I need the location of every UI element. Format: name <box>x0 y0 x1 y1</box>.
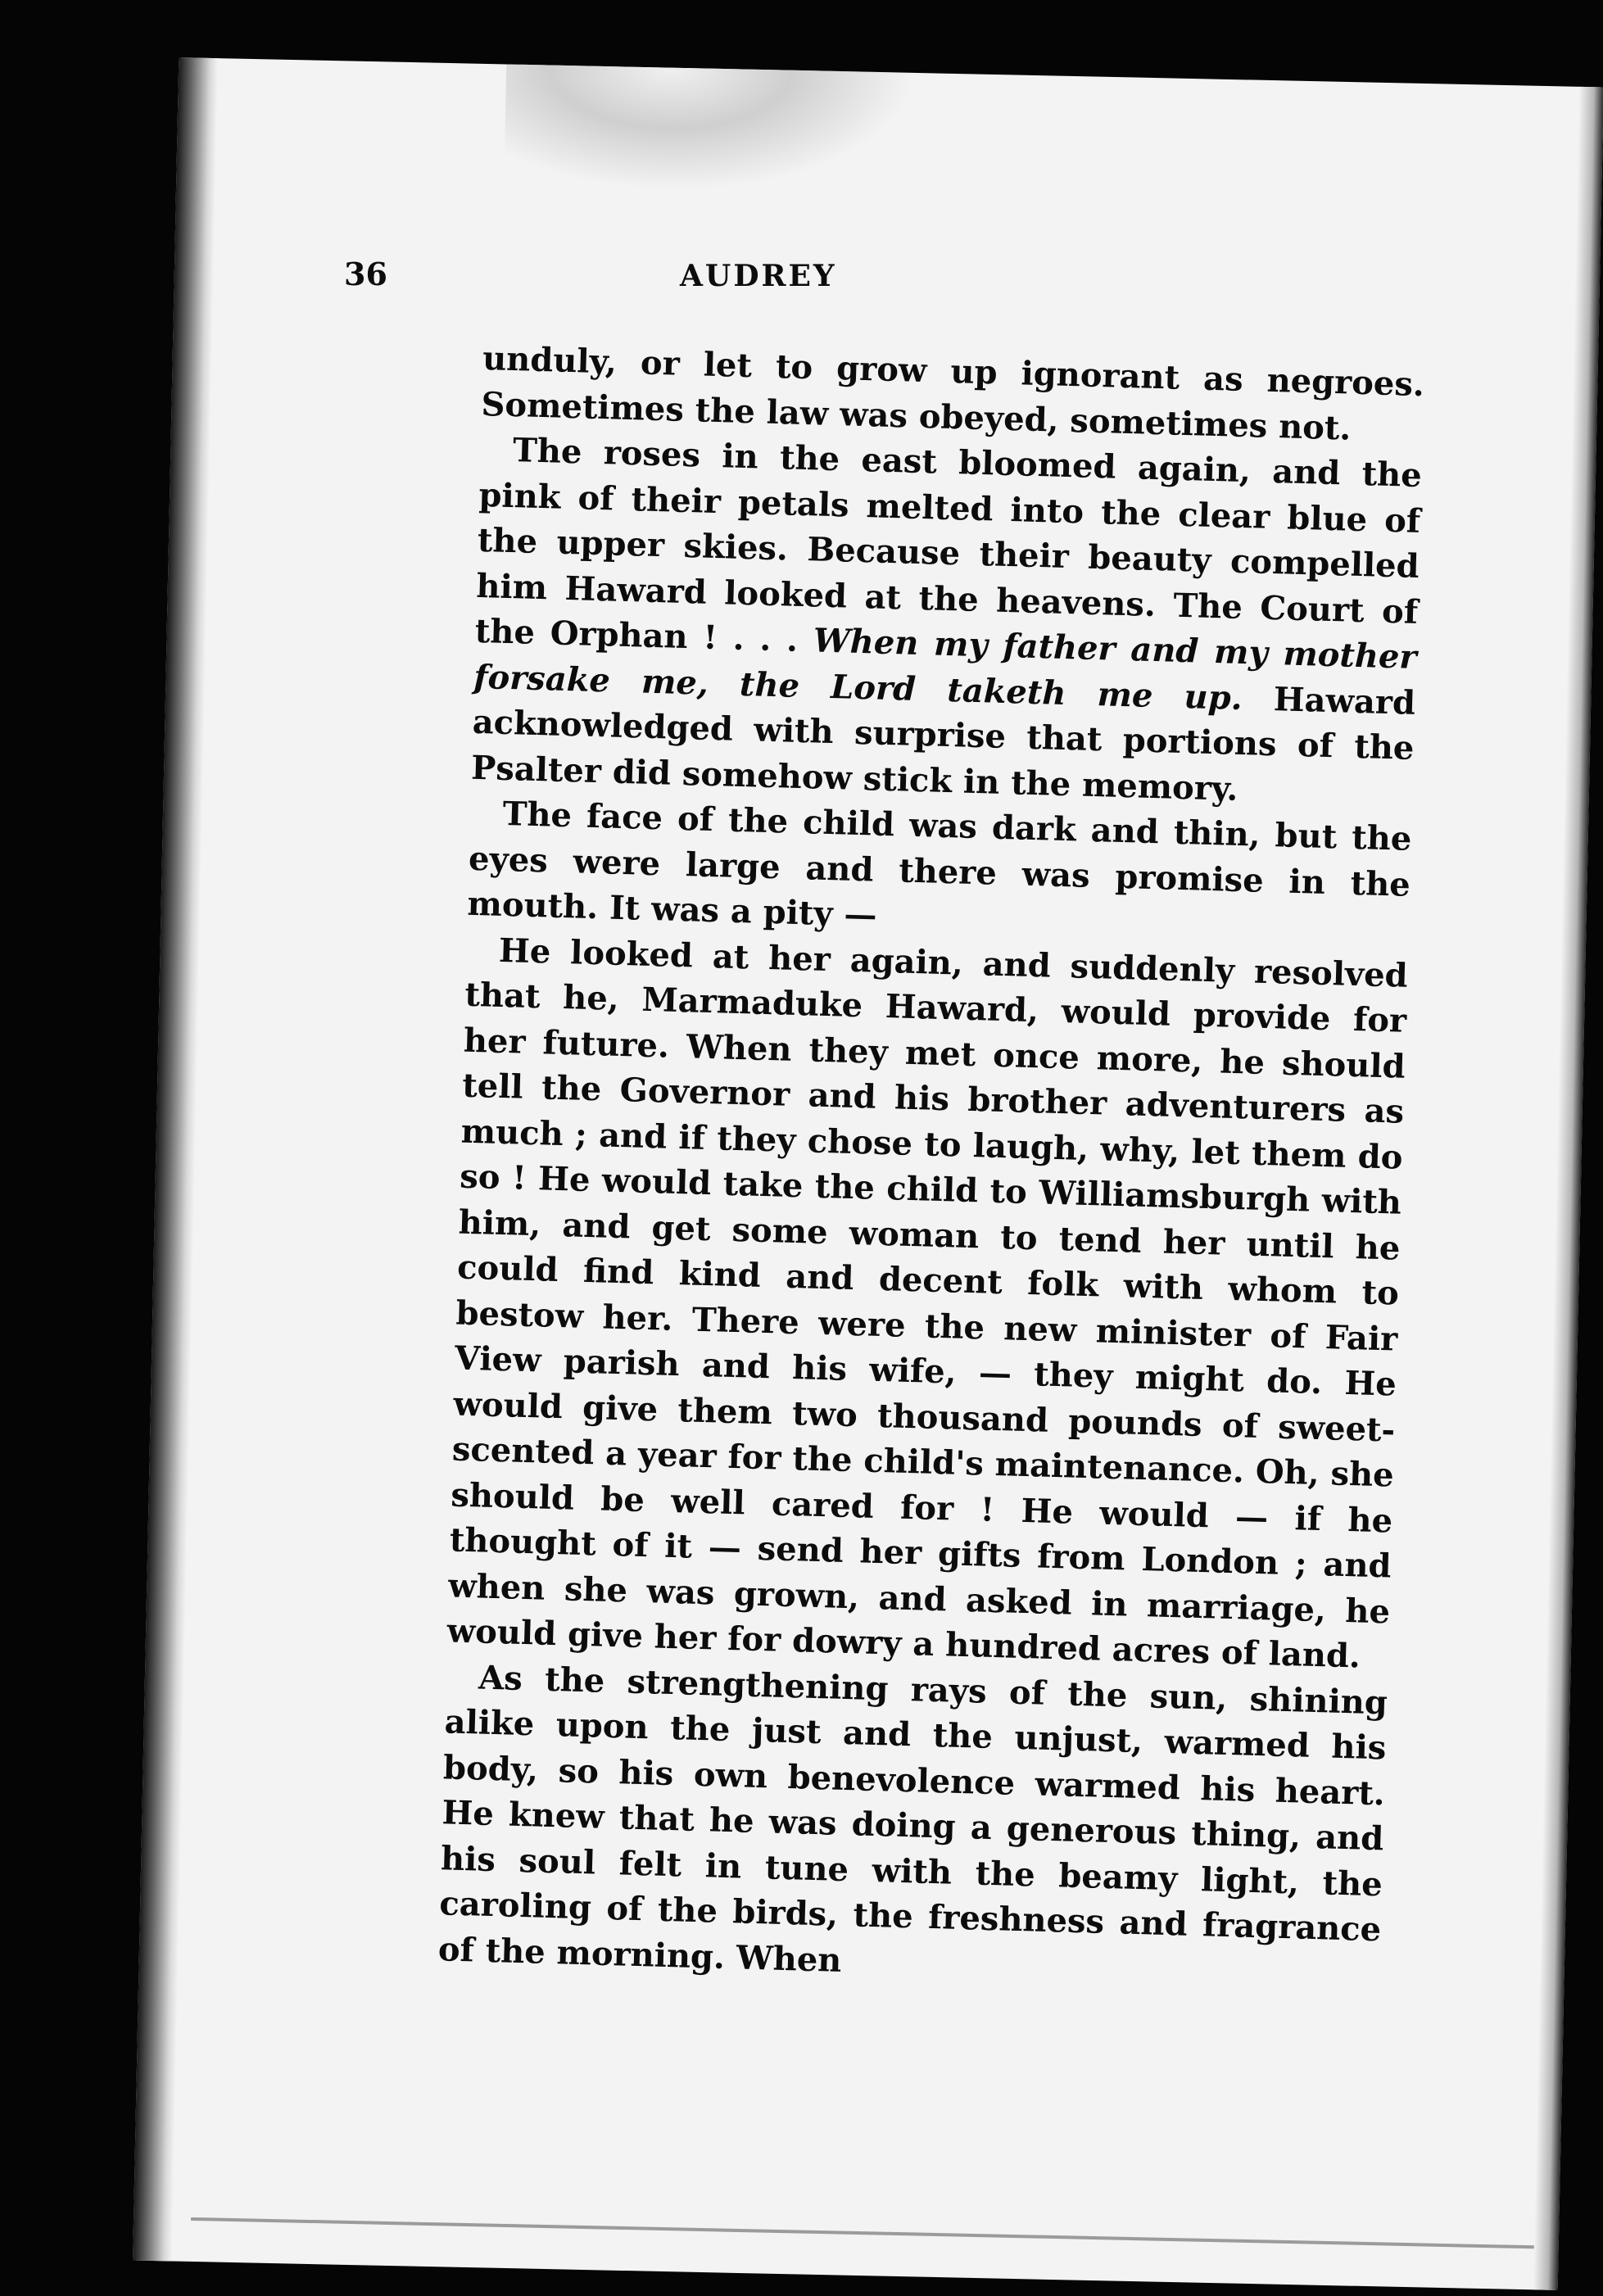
paragraph-4 <box>446 926 1408 1680</box>
paragraph-5-text: As the strengthening rays of the sun, shining alike upon the just and the unjust, warmed his body, so his own benevolence warmed his heart. He knew that he was doing a generous thing, and his soul felt in tune with the beamy light, the caroling of the birds, the freshness and fragrance of the morning. When <box>437 1657 1388 1980</box>
paragraph-2 <box>471 427 1423 817</box>
paragraph-2-text-b: Haward acknowledged with surprise that portions of the Psalter did somehow stick in the memory. <box>470 678 1416 808</box>
running-head: AUDREY <box>680 259 837 293</box>
paragraph-3 <box>467 790 1412 953</box>
page-header <box>344 256 1163 305</box>
paragraph-4-text: He looked at her again, and suddenly resolved that he, Marmaduke Haward, would provide for her future. When they met once more, he should tell the Governor and his brother adventurers as much ; and if they chose to laugh, why, let them do so ! He would take the child to Williamsburgh with him, and get some woman to tend her until he could find kind and decent folk with whom to bestow her. There were the new minister of Fair View parish and his wife, — they might do. He would give them two thousand pounds of sweet-scented a year for the child's maintenance. Oh, she should be well cared for ! He would — if he thought of it — send her gifts from London ; and when she was grown, and asked in marriage, he would give her for dowry a hundred acres of land. <box>446 931 1409 1676</box>
torn-paper-edge <box>504 64 916 195</box>
paragraph-2-text-a: The roses in the east bloomed again, and the pink of their petals melted into the clear blue of the upper skies. Because their beauty compelled him Haward looked at the heavens. The Court of the Orphan ! . . . <box>474 431 1423 660</box>
page-number: 36 <box>344 256 387 292</box>
paragraph-5 <box>437 1654 1388 1998</box>
psalter-quote: When my father and my mother forsake me, the Lord taketh me up. <box>473 621 1418 718</box>
page-right-edge <box>1533 87 1603 2290</box>
paragraph-3-text: The face of the child was dark and thin, but the eyes were large and there was promise in the mouth. It was a pity — <box>466 794 1412 935</box>
body-text <box>437 336 1424 1998</box>
paragraph-1-text: unduly, or let to grow up ignorant as negroes. Sometimes the law was obeyed, sometimes not. <box>481 338 1425 448</box>
